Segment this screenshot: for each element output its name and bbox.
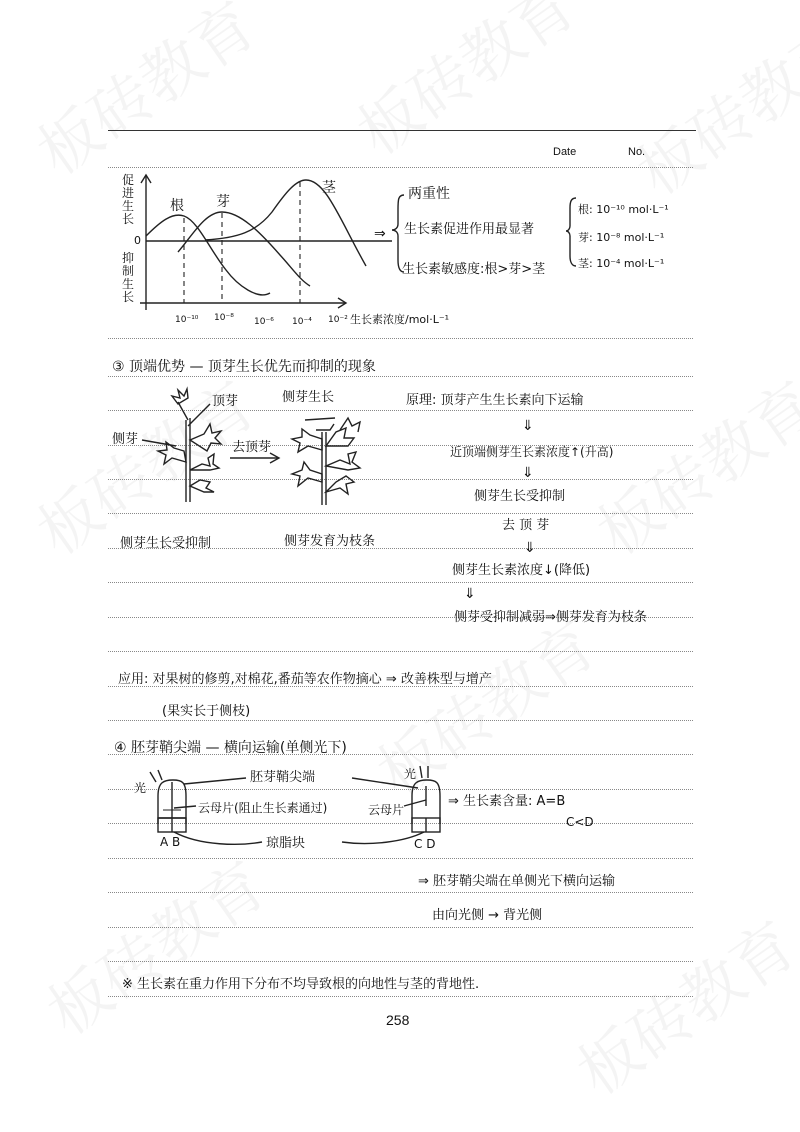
light-arrow-right: [420, 766, 422, 778]
light-arrow-left: [158, 770, 162, 780]
label-remove-top-bud: 去顶芽: [232, 440, 272, 455]
conclusion-line1: ⇒ 胚芽鞘尖端在单侧光下横向运输: [418, 874, 616, 889]
x-tick: 10⁻²: [328, 315, 348, 325]
no-label: No.: [628, 146, 646, 158]
mica-pointer-left: [174, 806, 196, 808]
plant2-cut-top: [316, 424, 334, 430]
label-side-bud-grow: 侧芽生长: [282, 390, 335, 405]
mica-pointer-right: [404, 800, 426, 806]
flow-step: 去 顶 芽: [502, 518, 550, 533]
plant1-side-bud-pointer: [142, 440, 176, 446]
application-text: 应用: 对果树的修剪,对棉花,番茄等农作物摘心 ⇒ 改善株型与增产: [118, 672, 492, 687]
auxin-result-cd: C<D: [566, 815, 594, 829]
tip-pointer-left: [184, 778, 246, 784]
agar-pointer-right: [342, 832, 424, 844]
plant1-leaf: [190, 424, 221, 451]
flow-step: 近顶端侧芽生长素浓度↑(升高): [450, 445, 614, 459]
summary-brace: [392, 195, 404, 272]
label-mica-right: 云母片: [368, 803, 405, 817]
zero-label: 0: [134, 234, 141, 247]
caption-develop: 侧芽发育为枝条: [284, 534, 376, 549]
y-label-promote: 促 进 生 长: [122, 173, 135, 226]
curve-label-bud: 芽: [216, 194, 230, 210]
footnote: ※ 生长素在重力作用下分布不均导致根的向地性与茎的背地性.: [122, 977, 480, 992]
plant1-stem: [186, 418, 190, 502]
plant2-leaf: [326, 452, 360, 470]
x-tick: 10⁻⁸: [214, 313, 234, 323]
caption-inhibited: 侧芽生长受抑制: [120, 536, 212, 551]
optima-brace: [566, 198, 576, 266]
x-tick: 10⁻¹⁰: [175, 315, 199, 325]
summary-line2: 生长素促进作用最显著: [404, 222, 535, 237]
flow-step: 原理: 顶芽产生生长素向下运输: [406, 393, 584, 408]
conclusion-line2: 由向光侧 → 背光侧: [432, 908, 543, 923]
date-label: Date: [553, 146, 577, 158]
flow-step: 侧芽生长受抑制: [474, 489, 566, 504]
y-label-inhibit: 抑 制 生 长: [122, 251, 135, 304]
optimum-bud: 芽: 10⁻⁸ mol·L⁻¹: [578, 231, 665, 244]
plant2-leaf: [292, 462, 322, 486]
curve-label-stem: 茎: [322, 180, 336, 196]
plant1-top-branch: [178, 402, 188, 420]
x-axis-label: 生长素浓度/mol·L⁻¹: [350, 313, 450, 326]
x-tick: 10⁻⁴: [292, 317, 312, 327]
label-blocks-cd: C D: [414, 837, 436, 851]
label-blocks-ab: A B: [160, 835, 181, 849]
x-tick: 10⁻⁶: [254, 317, 274, 327]
plant1-top-bud: [172, 389, 188, 404]
label-coleoptile-tip: 胚芽鞘尖端: [250, 770, 316, 785]
auxin-result-ab: ⇒ 生长素含量: A=B: [448, 794, 566, 809]
plant2-leaf: [326, 476, 354, 494]
flow-arrow: ⇓: [464, 586, 476, 602]
plant2-leaf: [292, 429, 322, 452]
plant1-leaf: [190, 480, 214, 492]
curve-label-root: 根: [170, 198, 184, 214]
light-label-right: 光: [404, 767, 417, 781]
optimum-root: 根: 10⁻¹⁰ mol·L⁻¹: [578, 203, 669, 216]
plant1-pointer: [188, 404, 210, 426]
bud-curve: [178, 212, 310, 286]
summary-line1: 两重性: [408, 186, 450, 202]
light-arrow-left: [150, 772, 156, 782]
root-curve: [146, 215, 270, 295]
flow-step: 侧芽生长素浓度↓(降低): [452, 563, 591, 578]
apical-heading: ③ 顶端优势 — 顶芽生长优先而抑制的现象: [112, 359, 376, 375]
agar-pointer-left: [174, 832, 262, 844]
summary-line3: 生长素敏感度:根>芽>茎: [402, 262, 546, 277]
flow-step: 侧芽受抑制减弱⇒侧芽发育为枝条: [454, 610, 647, 625]
label-agar-block: 琼脂块: [266, 836, 306, 851]
summary-arrow: ⇒: [374, 226, 386, 242]
flow-arrow: ⇓: [524, 540, 536, 556]
flow-arrow: ⇓: [522, 465, 534, 481]
coleoptile-heading: ④ 胚芽鞘尖端 — 横向运输(单侧光下): [114, 740, 347, 756]
flow-arrow: ⇓: [522, 418, 534, 434]
light-label-left: 光: [134, 781, 147, 795]
plant1-leaf: [190, 454, 219, 470]
label-side-bud: 侧芽: [112, 432, 139, 447]
label-mica-left: 云母片(阻止生长素通过): [198, 801, 328, 815]
application-note: (果实长于侧枝): [162, 704, 251, 719]
optimum-stem: 茎: 10⁻⁴ mol·L⁻¹: [578, 257, 665, 270]
page-number: 258: [386, 1012, 410, 1028]
plant2-pointer: [305, 418, 335, 420]
stem-curve: [205, 180, 366, 266]
label-top-bud: 顶芽: [212, 394, 239, 409]
